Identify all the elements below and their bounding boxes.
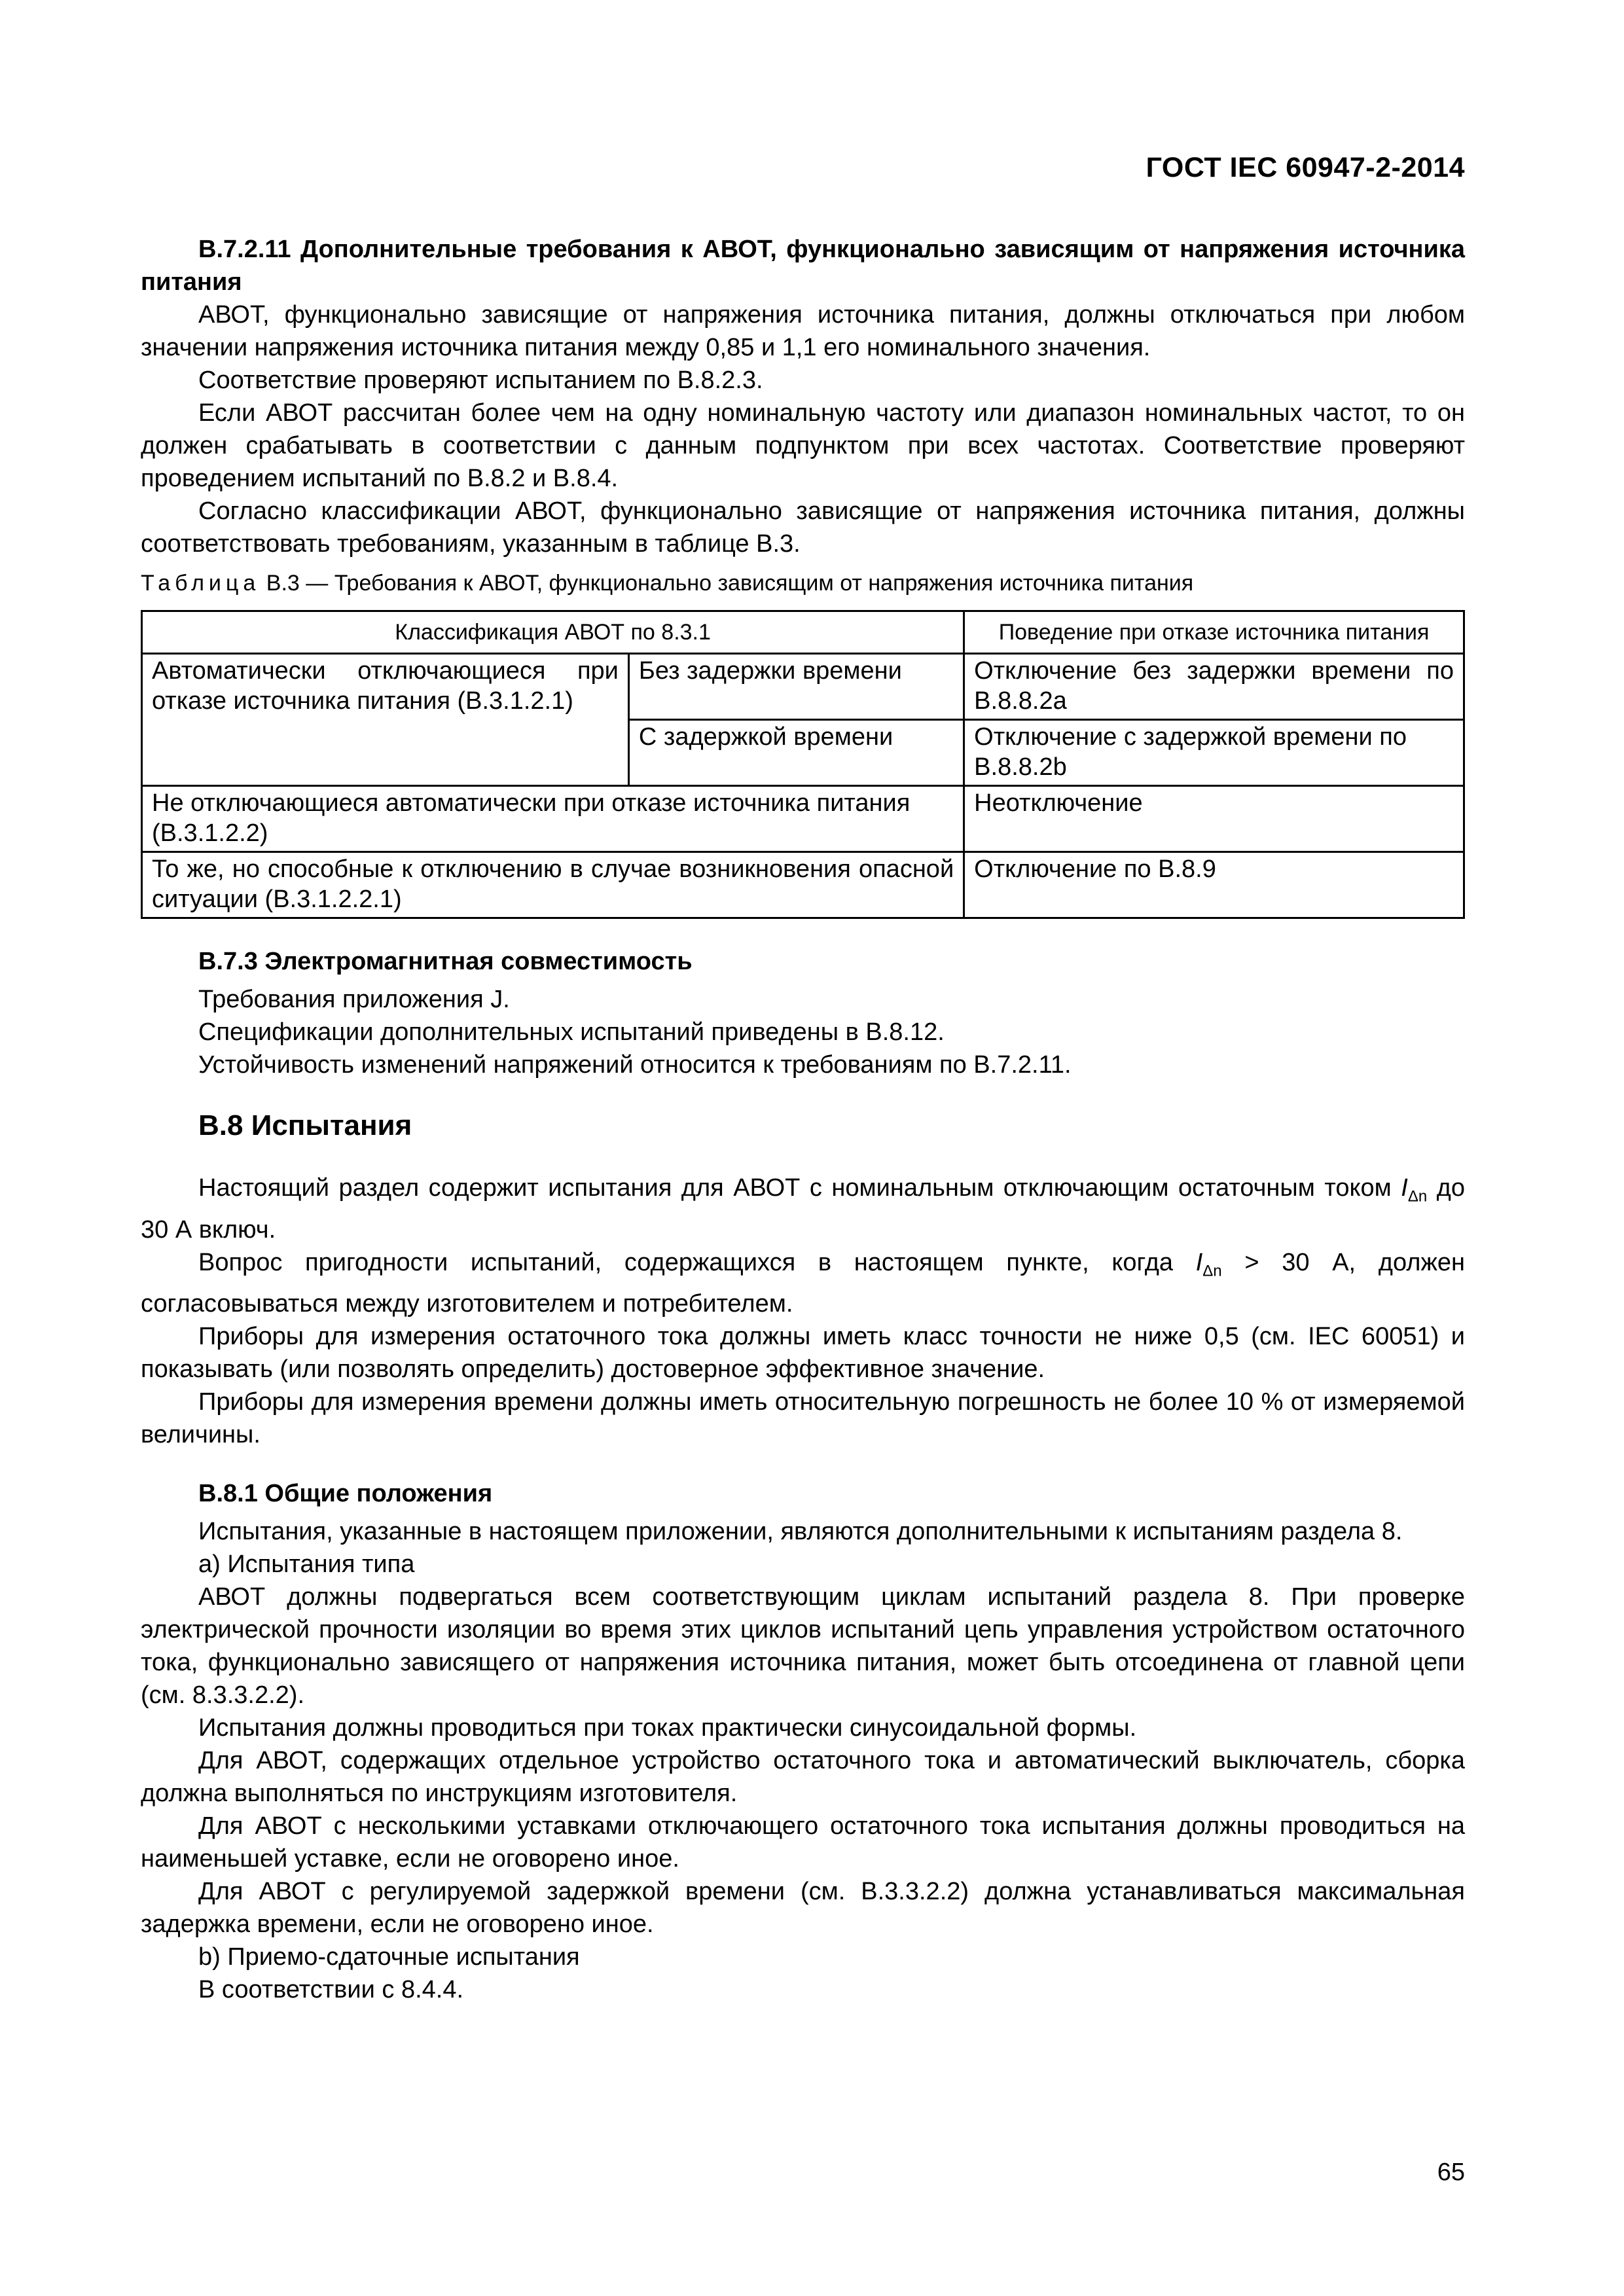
table-row xyxy=(142,654,1464,720)
table-cell: То же, но способные к отключению в случае возникновения опасной ситуации (В.3.1.2.2.1) xyxy=(142,852,964,918)
standard-header: ГОСТ IEC 60947-2-2014 xyxy=(1146,152,1465,183)
table-header-cell: Классификация АВОТ по 8.3.1 xyxy=(142,611,964,654)
paragraph xyxy=(141,1246,1465,1321)
section-b81-heading: В.8.1 Общие положения xyxy=(198,1480,493,1508)
table-cell: Отключение с задержкой времени по В.8.8.2b xyxy=(964,720,1464,786)
paragraph: Спецификации дополнительных испытаний приведены в В.8.12. xyxy=(198,1018,945,1046)
paragraph: АВОТ, функционально зависящие от напряжения источника питания, должны отключаться при любом значении напряжения источника питания между 0,85 и 1,1 его номинального значения. xyxy=(141,301,1465,361)
table-header-cell: Поведение при отказе источника питания xyxy=(964,611,1464,654)
paragraph: а) Испытания типа xyxy=(198,1551,415,1579)
table-row xyxy=(142,852,1464,918)
paragraph: Для АВОТ с регулируемой задержкой времени (см. В.3.3.2.2) должна устанавливаться максимальная задержка времени, если не оговорено иное. xyxy=(141,1878,1465,1939)
paragraph: Приборы для измерения времени должны иметь относительную погрешность не более 10 % от измеряемой величины. xyxy=(141,1388,1465,1449)
table-cell: Неотключение xyxy=(964,786,1464,852)
table-caption xyxy=(141,568,1465,598)
symbol-i: I xyxy=(1401,1174,1408,1202)
table-b3 xyxy=(141,610,1465,919)
section-b73-heading: В.7.3 Электромагнитная совместимость xyxy=(198,948,693,975)
table-row xyxy=(142,786,1464,852)
document-page xyxy=(141,0,1465,2296)
text-run: до 30 А включ. xyxy=(141,1174,1465,1244)
document-body xyxy=(141,233,1465,2006)
paragraph: b) Приемо-сдаточные испытания xyxy=(198,1943,580,1971)
symbol-subscript: Δn xyxy=(1407,1187,1428,1206)
paragraph xyxy=(141,1172,1465,1246)
text-run: > 30 А, должен согласовываться между изготовителем и потребителем. xyxy=(141,1248,1465,1318)
table-cell: Отключение без задержки времени по В.8.8.2a xyxy=(964,654,1464,720)
table-caption-label: Таблица xyxy=(141,571,261,596)
symbol-i: I xyxy=(1195,1248,1203,1276)
paragraph: Приборы для измерения остаточного тока должны иметь класс точности не ниже 0,5 (см. IEC 60051) и показывать (или позволять определить) достоверное эффективное значение. xyxy=(141,1323,1465,1384)
paragraph: Испытания, указанные в настоящем приложении, являются дополнительными к испытаниям раздела 8. xyxy=(198,1518,1403,1546)
section-b7211-heading: В.7.2.11 Дополнительные требования к АВОТ, функционально зависящим от напряжения источника питания xyxy=(141,236,1465,296)
section-b8-heading: В.8 Испытания xyxy=(198,1109,412,1141)
table-cell: Не отключающиеся автоматически при отказе источника питания (В.3.1.2.2) xyxy=(142,786,964,852)
paragraph: Устойчивость изменений напряжений относится к требованиям по В.7.2.11. xyxy=(198,1051,1072,1079)
paragraph: Испытания должны проводиться при токах практически синусоидальной формы. xyxy=(198,1714,1137,1742)
table-cell: Автоматически отключающиеся при отказе источника питания (В.3.1.2.1) xyxy=(142,654,629,786)
text-run: Вопрос пригодности испытаний, содержащихся в настоящем пункте, когда xyxy=(198,1248,1196,1276)
table-cell: Отключение по В.8.9 xyxy=(964,852,1464,918)
paragraph: В соответствии с 8.4.4. xyxy=(198,1976,464,2004)
paragraph: Согласно классификации АВОТ, функционально зависящие от напряжения источника питания, должны соответствовать требованиям, указанным в таблице В.3. xyxy=(141,497,1465,558)
paragraph: АВОТ должны подвергаться всем соответствующим циклам испытаний раздела 8. При проверке электрической прочности изоляции во время этих циклов испытаний цепь управления устройством остаточного тока, функционально зависящего от напряжения источника питания, может быть отсоединена от главной цепи (см. 8.3.3.2.2). xyxy=(141,1583,1465,1710)
page-number: 65 xyxy=(1437,2159,1465,2186)
table-header-row xyxy=(142,611,1464,654)
paragraph: Для АВОТ, содержащих отдельное устройство остаточного тока и автоматический выключатель, сборка должна выполняться по инструкциям изготовителя. xyxy=(141,1747,1465,1808)
table-caption-text: В.3 — Требования к АВОТ, функционально зависящим от напряжения источника питания xyxy=(266,571,1194,596)
paragraph: Требования приложения J. xyxy=(198,986,510,1013)
symbol-subscript: Δn xyxy=(1202,1262,1222,1280)
table-cell: С задержкой времени xyxy=(628,720,964,786)
paragraph: Для АВОТ с несколькими уставками отключающего остаточного тока испытания должны проводиться на наименьшей уставке, если не оговорено иное. xyxy=(141,1812,1465,1873)
table-cell: Без задержки времени xyxy=(628,654,964,720)
text-run: Настоящий раздел содержит испытания для АВОТ с номинальным отключающим остаточным током xyxy=(198,1174,1401,1202)
paragraph: Соответствие проверяют испытанием по В.8.2.3. xyxy=(198,367,763,394)
paragraph: Если АВОТ рассчитан более чем на одну номинальную частоту или диапазон номинальных частот, то он должен срабатывать в соответствии с данным подпунктом при всех частотах. Соответствие проверяют проведением испытаний по В.8.2 и В.8.4. xyxy=(141,399,1465,492)
